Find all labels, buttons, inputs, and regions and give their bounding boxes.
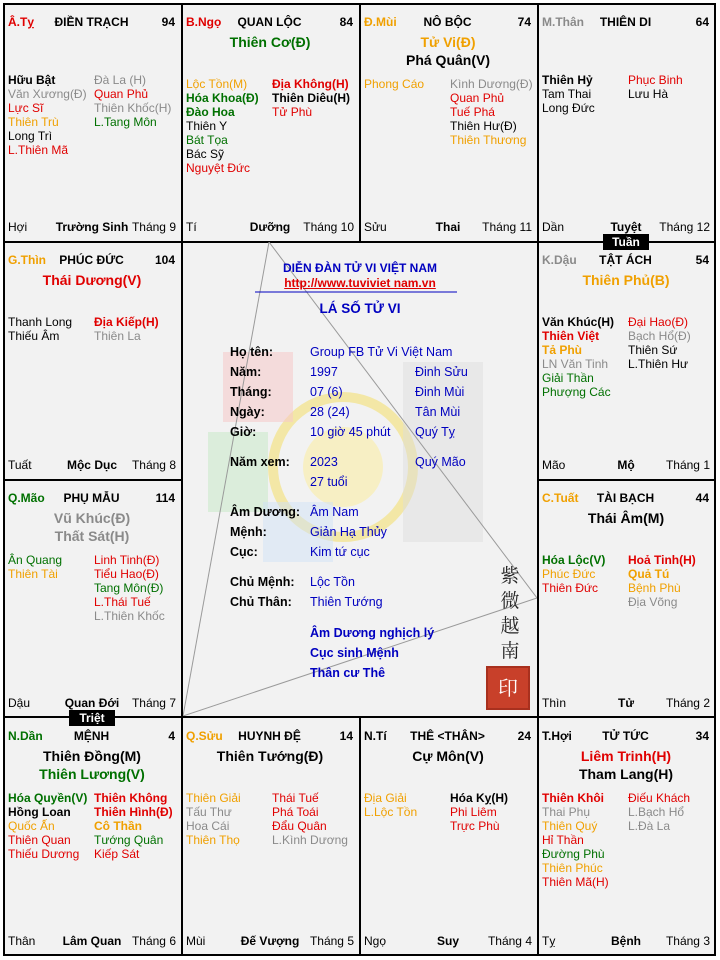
footer-month: Tháng 12: [659, 220, 710, 234]
footer-branch: Sửu: [364, 220, 387, 234]
palace-header: [542, 15, 709, 31]
palace-age: 64: [695, 15, 709, 29]
star-item: Phong Cáo: [364, 77, 425, 91]
star-item: Kình Dương(Đ): [450, 77, 533, 91]
palace-header: [186, 15, 353, 31]
palace-footer: [8, 696, 176, 710]
star-item: Thiên Diêu(H): [272, 91, 350, 105]
star-item: Phá Toái: [272, 805, 319, 819]
footer-month: Tháng 8: [131, 458, 176, 472]
palace-footer: [542, 458, 710, 472]
info-label: Năm:: [230, 365, 262, 379]
note-cuc-menh: Cục sinh Mệnh: [310, 646, 399, 660]
info-value: 10 giờ 45 phút: [310, 425, 391, 439]
star-item: Thái Tuế: [272, 791, 319, 805]
main-star: Thiên Đồng(M): [43, 748, 141, 764]
info-value: 07 (6): [310, 385, 343, 399]
right-star-list: [628, 553, 696, 609]
info-value: 1997: [310, 365, 338, 379]
star-item: Tiểu Hao(Đ): [94, 567, 159, 581]
palace-header: [8, 729, 175, 745]
tuan-tag: Tuần: [603, 234, 649, 250]
info-label: Chủ Mệnh:: [230, 575, 295, 589]
footer-month: Tháng 7: [131, 696, 176, 710]
star-item: Thiên Giải: [186, 791, 241, 805]
star-item: Giải Thần: [542, 371, 594, 385]
star-item: Thiên Quan: [8, 833, 71, 847]
star-item: Ân Quang: [8, 553, 63, 567]
star-item: Bác Sỹ: [186, 147, 225, 161]
info-can-chi: Đinh Sửu: [415, 365, 468, 379]
palace-header: [542, 253, 709, 269]
info-value: Lộc Tồn: [310, 575, 355, 589]
palace-age: 14: [339, 729, 353, 743]
left-star-list: [8, 791, 87, 861]
footer-month: Tháng 1: [665, 458, 710, 472]
palace-name: ĐIỀN TRẠCH: [54, 15, 129, 29]
footer-branch: Tỵ: [542, 934, 556, 948]
star-item: Đà La (H): [94, 73, 147, 87]
star-item: Hữu Bật: [8, 73, 56, 87]
info-value: 2023: [310, 455, 338, 469]
footer-branch: Dậu: [8, 696, 31, 710]
palace-age: 74: [517, 15, 531, 29]
palace-name: QUAN LỘC: [237, 15, 302, 29]
watermark-green-glyph-icon: [208, 432, 268, 512]
star-item: Đại Hao(Đ): [628, 315, 689, 329]
palace-branch: M.Thân: [542, 15, 584, 29]
main-star: Thiên Cơ(Đ): [229, 34, 311, 50]
star-item: L.Thiên Mã: [8, 143, 69, 157]
info-value: 28 (24): [310, 405, 350, 419]
star-item: Địa Võng: [628, 595, 678, 609]
palace-branch: C.Tuất: [542, 491, 579, 505]
palace-header: [364, 15, 531, 31]
star-item: Quốc Ấn: [8, 819, 55, 833]
star-item: Thiên Y: [186, 119, 228, 133]
info-value: Thiên Tướng: [310, 595, 383, 609]
palace-footer: [8, 458, 176, 472]
star-item: Bát Tọa: [186, 133, 228, 147]
footer-branch: Thìn: [542, 696, 567, 710]
star-item: Thiên Hỷ: [542, 73, 593, 87]
right-star-list: [628, 315, 691, 371]
footer-stage: Bệnh: [611, 934, 641, 948]
palace-branch: N.Tí: [364, 729, 387, 743]
right-star-list: [628, 73, 683, 101]
footer-branch: Tí: [186, 220, 197, 234]
palace-name: TẬT ÁCH: [599, 253, 652, 267]
star-item: Tam Thai: [542, 87, 592, 101]
palace-name: TỬ TỨC: [602, 729, 649, 743]
palace-age: 94: [161, 15, 175, 29]
palace-branch: Â.Tỵ: [8, 15, 35, 29]
star-item: Tang Môn(Đ): [94, 581, 164, 595]
star-item: Thiên Mã(H): [542, 875, 609, 889]
star-item: Hoa Cái: [186, 819, 230, 833]
star-item: Địa Giải: [364, 791, 407, 805]
footer-month: Tháng 2: [665, 696, 710, 710]
palace-header: [364, 729, 531, 745]
palace-footer: [364, 220, 532, 234]
star-item: Văn Xương(Đ): [8, 87, 87, 101]
right-star-list: [94, 315, 159, 343]
footer-month: Tháng 5: [309, 934, 354, 948]
star-item: Thiên Thương: [450, 133, 527, 147]
footer-stage: Trường Sinh: [55, 220, 129, 234]
star-item: Trực Phù: [450, 819, 500, 833]
palace-phuc-duc: [5, 243, 179, 477]
palace-name: THÊ <THÂN>: [410, 729, 485, 743]
star-item: Thiếu Âm: [8, 329, 60, 343]
star-item: L.Lộc Tồn: [364, 805, 418, 819]
footer-stage: Tử: [617, 696, 635, 710]
main-star: Thiên Lương(V): [39, 766, 145, 782]
main-star: Liêm Trinh(H): [580, 748, 672, 764]
star-item: Thiên Sứ: [628, 343, 678, 357]
main-star: Thiên Tướng(Đ): [216, 748, 324, 764]
footer-stage: Lâm Quan: [62, 934, 122, 948]
palace-footer: [8, 934, 176, 948]
palace-name: TÀI BẠCH: [596, 491, 655, 505]
star-item: Đẩu Quân: [272, 819, 327, 833]
star-item: Thiên Thọ: [186, 833, 240, 847]
star-item: Hóa Quyền(V): [8, 791, 88, 805]
footer-month: Tháng 6: [131, 934, 176, 948]
footer-branch: Mão: [542, 458, 566, 472]
palace-no-boc: [361, 5, 535, 239]
star-item: Hỉ Thần: [542, 833, 584, 847]
star-item: L.Kình Dương: [272, 833, 348, 847]
palace-header: [542, 729, 709, 745]
star-item: Phúc Đức: [542, 567, 596, 581]
palace-tat-ach: [539, 243, 713, 477]
palace-name: HUYNH ĐỆ: [238, 729, 301, 743]
right-star-list: [94, 73, 171, 129]
palace-header: [542, 491, 709, 507]
info-value: Âm Nam: [310, 505, 359, 519]
star-item: Thiên Đức: [542, 581, 599, 595]
palace-footer: [186, 220, 354, 234]
info-can-chi: Đinh Mùi: [415, 385, 465, 399]
palace-footer: [542, 934, 710, 948]
footer-month: Tháng 10: [303, 220, 354, 234]
palace-name: PHÚC ĐỨC: [59, 253, 124, 267]
info-value: Group FB Tử Vi Việt Nam: [310, 345, 453, 359]
right-star-list: [450, 791, 508, 833]
star-item: L.Đà La: [628, 819, 671, 833]
star-item: Tả Phù: [542, 343, 583, 357]
palace-name: THIÊN DI: [599, 15, 652, 29]
star-item: Điếu Khách: [628, 791, 691, 805]
notes: [310, 623, 434, 683]
palace-footer: [186, 934, 354, 948]
star-item: Địa Kiếp(H): [94, 315, 159, 329]
star-item: Thiên La: [94, 329, 141, 343]
palace-age: 104: [154, 253, 175, 267]
palace-header: [186, 729, 353, 745]
main-star: Tử Vi(Đ): [420, 34, 476, 50]
palace-footer: [364, 934, 532, 948]
palace-menh: [5, 719, 179, 953]
star-item: Đào Hoa: [186, 105, 235, 119]
palace-footer: [542, 696, 710, 710]
palace-branch: G.Thìn: [8, 253, 46, 267]
palace-quan-loc: [183, 5, 357, 239]
palace-branch: K.Dậu: [542, 253, 577, 267]
footer-stage: Suy: [436, 934, 459, 948]
left-star-list: [542, 791, 609, 889]
footer-branch: Tuất: [8, 458, 32, 472]
palace-age: 44: [695, 491, 709, 505]
palace-name: PHỤ MẪU: [63, 491, 120, 505]
left-star-list: [364, 791, 417, 819]
info-can-chi: Tân Mùi: [415, 405, 461, 419]
left-star-list: [186, 791, 241, 847]
right-star-list: [94, 791, 173, 861]
footer-branch: Mùi: [186, 934, 206, 948]
star-item: LN Văn Tinh: [542, 357, 609, 371]
palace-age: 84: [339, 15, 353, 29]
palace-name: NÔ BỘC: [423, 15, 472, 29]
info-value: Kim tứ cục: [310, 545, 370, 559]
main-star: Tham Lang(H): [578, 766, 674, 782]
star-item: Cô Thần: [94, 819, 142, 833]
palace-branch: Q.Sửu: [186, 729, 223, 743]
star-item: L.Bạch Hổ: [628, 805, 685, 819]
footer-branch: Ngọ: [364, 934, 387, 948]
palace-age: 54: [695, 253, 709, 267]
palace-name: MỆNH: [73, 729, 110, 743]
star-item: Thanh Long: [8, 315, 73, 329]
star-item: Thiên Khôi: [542, 791, 604, 805]
palace-footer: [542, 220, 710, 234]
footer-stage: Mộ: [617, 458, 635, 472]
info-label: Tháng:: [230, 385, 272, 399]
palace-branch: N.Dần: [8, 729, 43, 743]
info-label: Năm xem:: [230, 455, 290, 469]
palace-age: 114: [155, 491, 175, 505]
star-item: Phượng Các: [542, 385, 611, 399]
info-can-chi: Quý Mão: [415, 455, 466, 469]
star-item: Thiên Không: [94, 791, 168, 805]
info-label: Âm Dương:: [230, 505, 301, 519]
main-star: Thái Âm(M): [587, 510, 665, 526]
footer-stage: Thai: [435, 220, 461, 234]
main-star: Thất Sát(H): [54, 528, 130, 544]
star-item: L.Thiên Hư: [628, 357, 689, 371]
info-label: Cục:: [230, 545, 258, 559]
star-item: Lực Sĩ: [8, 101, 44, 115]
star-item: Hóa Khoa(Đ): [186, 91, 259, 105]
star-item: L.Tang Môn: [94, 115, 157, 129]
palace-header: [8, 491, 175, 507]
footer-month: Tháng 3: [665, 934, 710, 948]
footer-stage: Đế Vượng: [240, 934, 300, 948]
star-item: Hồng Loan: [8, 805, 71, 819]
right-star-list: [94, 553, 165, 623]
star-item: Linh Tinh(Đ): [94, 553, 160, 567]
palace-footer: [8, 220, 176, 234]
palace-branch: B.Ngọ: [186, 15, 222, 29]
star-item: L.Thái Tuế: [94, 595, 151, 609]
footer-stage: Mộc Dục: [66, 458, 117, 472]
star-item: Quan Phủ: [94, 87, 149, 101]
palace-the-than: [361, 719, 535, 953]
info-value: Giản Hạ Thủy: [310, 525, 387, 539]
footer-month: Tháng 9: [131, 220, 176, 234]
info-can-chi: Quý Tỵ: [415, 425, 456, 439]
vertical-calligraphy: 紫 微 越 南: [500, 565, 520, 662]
star-item: Văn Khúc(H): [542, 315, 614, 329]
star-item: Quả Tú: [628, 567, 670, 581]
star-item: Nguyệt Đức: [186, 161, 251, 175]
star-item: Hóa Lộc(V): [542, 553, 606, 567]
palace-header: [8, 15, 175, 31]
star-item: Tử Phù: [272, 105, 313, 119]
star-item: Tướng Quân: [94, 833, 164, 847]
palace-tu-tuc: [539, 719, 713, 953]
star-item: Kiếp Sát: [94, 847, 140, 861]
star-item: Thiên Việt: [542, 329, 600, 343]
main-star: Thiên Phủ(B): [582, 272, 670, 288]
star-item: Tấu Thư: [186, 805, 232, 819]
star-item: Thiên Tài: [8, 567, 58, 581]
star-item: Thai Phụ: [542, 805, 591, 819]
right-star-list: [450, 77, 533, 147]
seal-stamp-icon: 印: [486, 666, 530, 710]
palace-age: 24: [517, 729, 531, 743]
footer-stage: Quan Đới: [64, 696, 120, 710]
triet-tag: Triệt: [69, 710, 115, 726]
star-item: Quan Phủ: [450, 91, 505, 105]
forum-name: DIỄN ĐÀN TỬ VI VIỆT NAM: [283, 261, 437, 275]
footer-month: Tháng 11: [482, 220, 532, 234]
star-item: Phục Binh: [628, 73, 683, 87]
palace-thien-di: [539, 5, 713, 239]
center-info-panel: [183, 242, 537, 716]
info-label: Họ tên:: [230, 345, 274, 359]
palace-huynh-de: [183, 719, 357, 953]
star-item: Thiên Trù: [8, 115, 59, 129]
palace-branch: Q.Mão: [8, 491, 45, 505]
star-item: Thiên Phúc: [542, 861, 603, 875]
main-star: Vũ Khúc(Đ): [53, 510, 131, 526]
palace-tai-bach: [539, 481, 713, 715]
palace-branch: T.Hợi: [542, 729, 572, 743]
star-item: Lưu Hà: [628, 87, 669, 101]
star-item: Thiên Quý: [542, 819, 598, 833]
palace-age: 34: [695, 729, 709, 743]
palace-dien-trach: [5, 5, 179, 239]
left-star-list: [8, 553, 62, 581]
forum-url-link[interactable]: http://www.tuviviet nam.vn: [284, 276, 436, 290]
note-am-duong: Âm Dương nghịch lý: [310, 626, 435, 640]
star-item: Long Trì: [8, 129, 53, 143]
right-star-list: [272, 791, 348, 847]
info-label: Giờ:: [230, 425, 257, 439]
footer-branch: Hợi: [8, 220, 28, 234]
left-star-list: [8, 73, 87, 157]
star-item: Phi Liêm: [450, 805, 497, 819]
palace-age: 4: [168, 729, 175, 743]
right-star-list: [272, 77, 350, 119]
left-star-list: [542, 553, 605, 595]
star-item: Lộc Tồn(M): [186, 77, 248, 91]
star-item: L.Thiên Khốc: [94, 609, 165, 623]
footer-branch: Thân: [8, 934, 36, 948]
footer-month: Tháng 4: [487, 934, 532, 948]
main-star: Thái Dương(V): [42, 272, 142, 288]
star-item: Thiên Hư(Đ): [450, 119, 517, 133]
left-star-list: [542, 73, 595, 115]
left-star-list: [364, 77, 424, 91]
left-star-list: [186, 77, 259, 175]
info-label: Ngày:: [230, 405, 265, 419]
footer-branch: Dần: [542, 220, 565, 234]
info-label: Mệnh:: [230, 525, 267, 539]
chart-title: LÁ SỐ TỬ VI: [319, 301, 401, 316]
star-item: Thiên Khốc(H): [94, 101, 172, 115]
star-item: Bạch Hổ(Đ): [628, 329, 691, 343]
info-value: 27 tuổi: [310, 475, 348, 489]
star-item: Tuế Phá: [450, 105, 495, 119]
info-label: Chủ Thân:: [230, 595, 292, 609]
star-item: Long Đức: [542, 101, 595, 115]
star-item: Hoả Tinh(H): [628, 553, 696, 567]
left-star-list: [542, 315, 614, 399]
palace-header: [8, 253, 175, 269]
star-item: Đường Phù: [542, 847, 605, 861]
star-item: Địa Không(H): [272, 77, 349, 91]
note-than-cu: Thân cư Thê: [310, 666, 386, 680]
main-star: Phá Quân(V): [405, 52, 490, 68]
star-item: Thiếu Dương: [8, 847, 80, 861]
star-item: Bệnh Phù: [628, 581, 681, 595]
footer-stage: Dưỡng: [249, 220, 291, 234]
palace-phu-mau: [5, 481, 179, 715]
footer-stage: Tuyệt: [610, 220, 642, 234]
star-item: Hóa Kỵ(H): [450, 791, 509, 805]
star-item: Thiên Hình(Đ): [94, 805, 173, 819]
palace-branch: Đ.Mùi: [364, 15, 397, 29]
right-star-list: [628, 791, 690, 833]
main-star: Cự Môn(V): [412, 748, 484, 764]
left-star-list: [8, 315, 72, 343]
